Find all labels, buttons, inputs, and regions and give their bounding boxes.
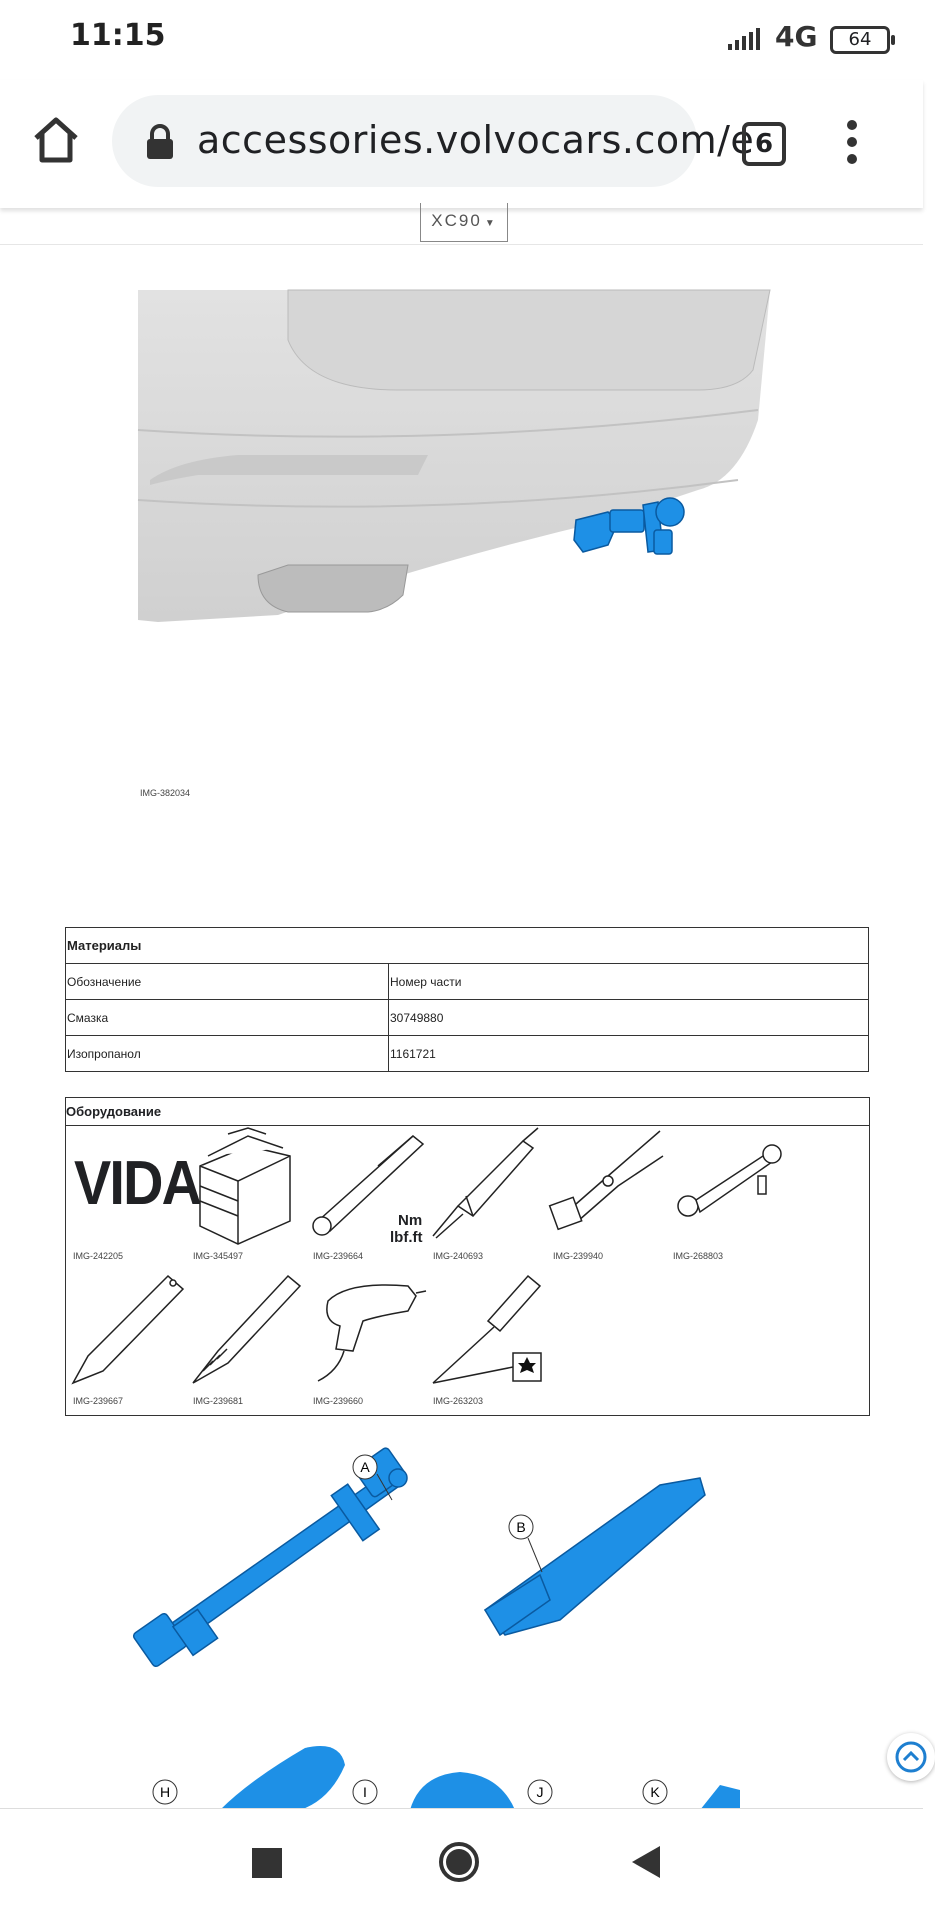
table-row — [66, 1036, 869, 1072]
tab-switcher-button[interactable]: 6 — [742, 122, 786, 166]
power-drill-icon — [308, 1271, 428, 1391]
car-rear-tow-bar-image — [138, 290, 770, 622]
part-label-j: J — [536, 1784, 544, 1800]
status-time: 11:15 — [70, 18, 166, 53]
tool-image-id: IMG-239681 — [193, 1396, 244, 1406]
scroll-to-top-button[interactable] — [887, 1733, 935, 1781]
tool-image-id: IMG-239940 — [553, 1251, 604, 1261]
tool-image-id: IMG-239664 — [313, 1251, 364, 1261]
image-id-caption: IMG-382034 — [140, 788, 191, 798]
part-label-i: I — [363, 1784, 367, 1800]
part-label-a: A — [360, 1459, 370, 1475]
lock-icon — [145, 124, 175, 160]
materials-title: Материалы — [66, 928, 869, 964]
part-label-b: B — [516, 1519, 526, 1535]
battery-indicator: 64 — [830, 26, 890, 54]
tool-air-saw — [428, 1126, 538, 1261]
vida-logo: VIDA — [74, 1149, 201, 1218]
home-nav-icon[interactable] — [437, 1840, 481, 1884]
equipment-title: Оборудование — [66, 1098, 869, 1126]
table-cell: Смазка — [66, 1000, 389, 1036]
torx-screwdriver-icon — [428, 1271, 548, 1391]
tool-image-id: IMG-268803 — [673, 1251, 724, 1261]
toolbox-icon — [188, 1126, 298, 1246]
divider — [0, 244, 923, 245]
parts-diagram-image — [140, 1440, 760, 1700]
home-icon[interactable] — [30, 114, 82, 166]
tool-image-id: IMG-239667 — [73, 1396, 124, 1406]
tool-vida — [68, 1126, 201, 1261]
chevron-up-icon — [887, 1733, 935, 1781]
part-label-h: H — [159, 1784, 171, 1800]
tool-rivet-pliers — [548, 1126, 658, 1261]
table-header-cell: Номер части — [389, 964, 869, 1000]
rivet-pliers-icon — [548, 1126, 668, 1246]
tool-chisel — [68, 1271, 178, 1406]
url-text[interactable]: accessories.volvocars.com/e — [197, 118, 755, 162]
tool-torx-screwdriver — [428, 1271, 538, 1406]
table-row — [66, 1000, 869, 1036]
tool-image-id: IMG-345497 — [193, 1251, 244, 1261]
materials-table — [65, 927, 869, 1072]
tool-ratchet — [668, 1126, 778, 1261]
parts-diagram-lower-image — [140, 1730, 760, 1810]
drill-bit-icon — [188, 1271, 308, 1391]
back-nav-icon[interactable] — [632, 1846, 662, 1878]
signal-icon — [728, 26, 768, 52]
chisel-icon — [68, 1271, 188, 1391]
unit-lbf-ft: lbf.ft — [390, 1229, 423, 1246]
overflow-menu-icon[interactable] — [845, 120, 859, 164]
table-cell: Изопропанол — [66, 1036, 389, 1072]
caret-down-icon: ▼ — [484, 218, 497, 229]
ratchet-icon — [668, 1126, 788, 1246]
table-cell: 1161721 — [389, 1036, 869, 1072]
model-selector[interactable] — [420, 203, 508, 242]
tool-image-id: IMG-263203 — [433, 1396, 484, 1406]
tool-image-id: IMG-239660 — [313, 1396, 364, 1406]
tool-image-id: IMG-240693 — [433, 1251, 484, 1261]
table-row — [66, 964, 869, 1000]
equipment-panel — [65, 1097, 870, 1416]
tool-drill-bit — [188, 1271, 298, 1406]
unit-nm: Nm — [398, 1212, 423, 1229]
tool-image-id: IMG-242205 — [73, 1251, 124, 1261]
tool-toolbox — [188, 1126, 298, 1261]
model-selector-label: XC90 — [431, 211, 482, 230]
part-label-k: K — [650, 1784, 660, 1800]
recent-apps-icon[interactable] — [252, 1848, 282, 1878]
air-saw-icon — [428, 1126, 548, 1246]
tool-power-drill — [308, 1271, 418, 1406]
table-cell: 30749880 — [389, 1000, 869, 1036]
tool-torque-wrench — [308, 1126, 423, 1261]
network-type: 4G — [775, 20, 818, 53]
table-header-cell: Обозначение — [66, 964, 389, 1000]
